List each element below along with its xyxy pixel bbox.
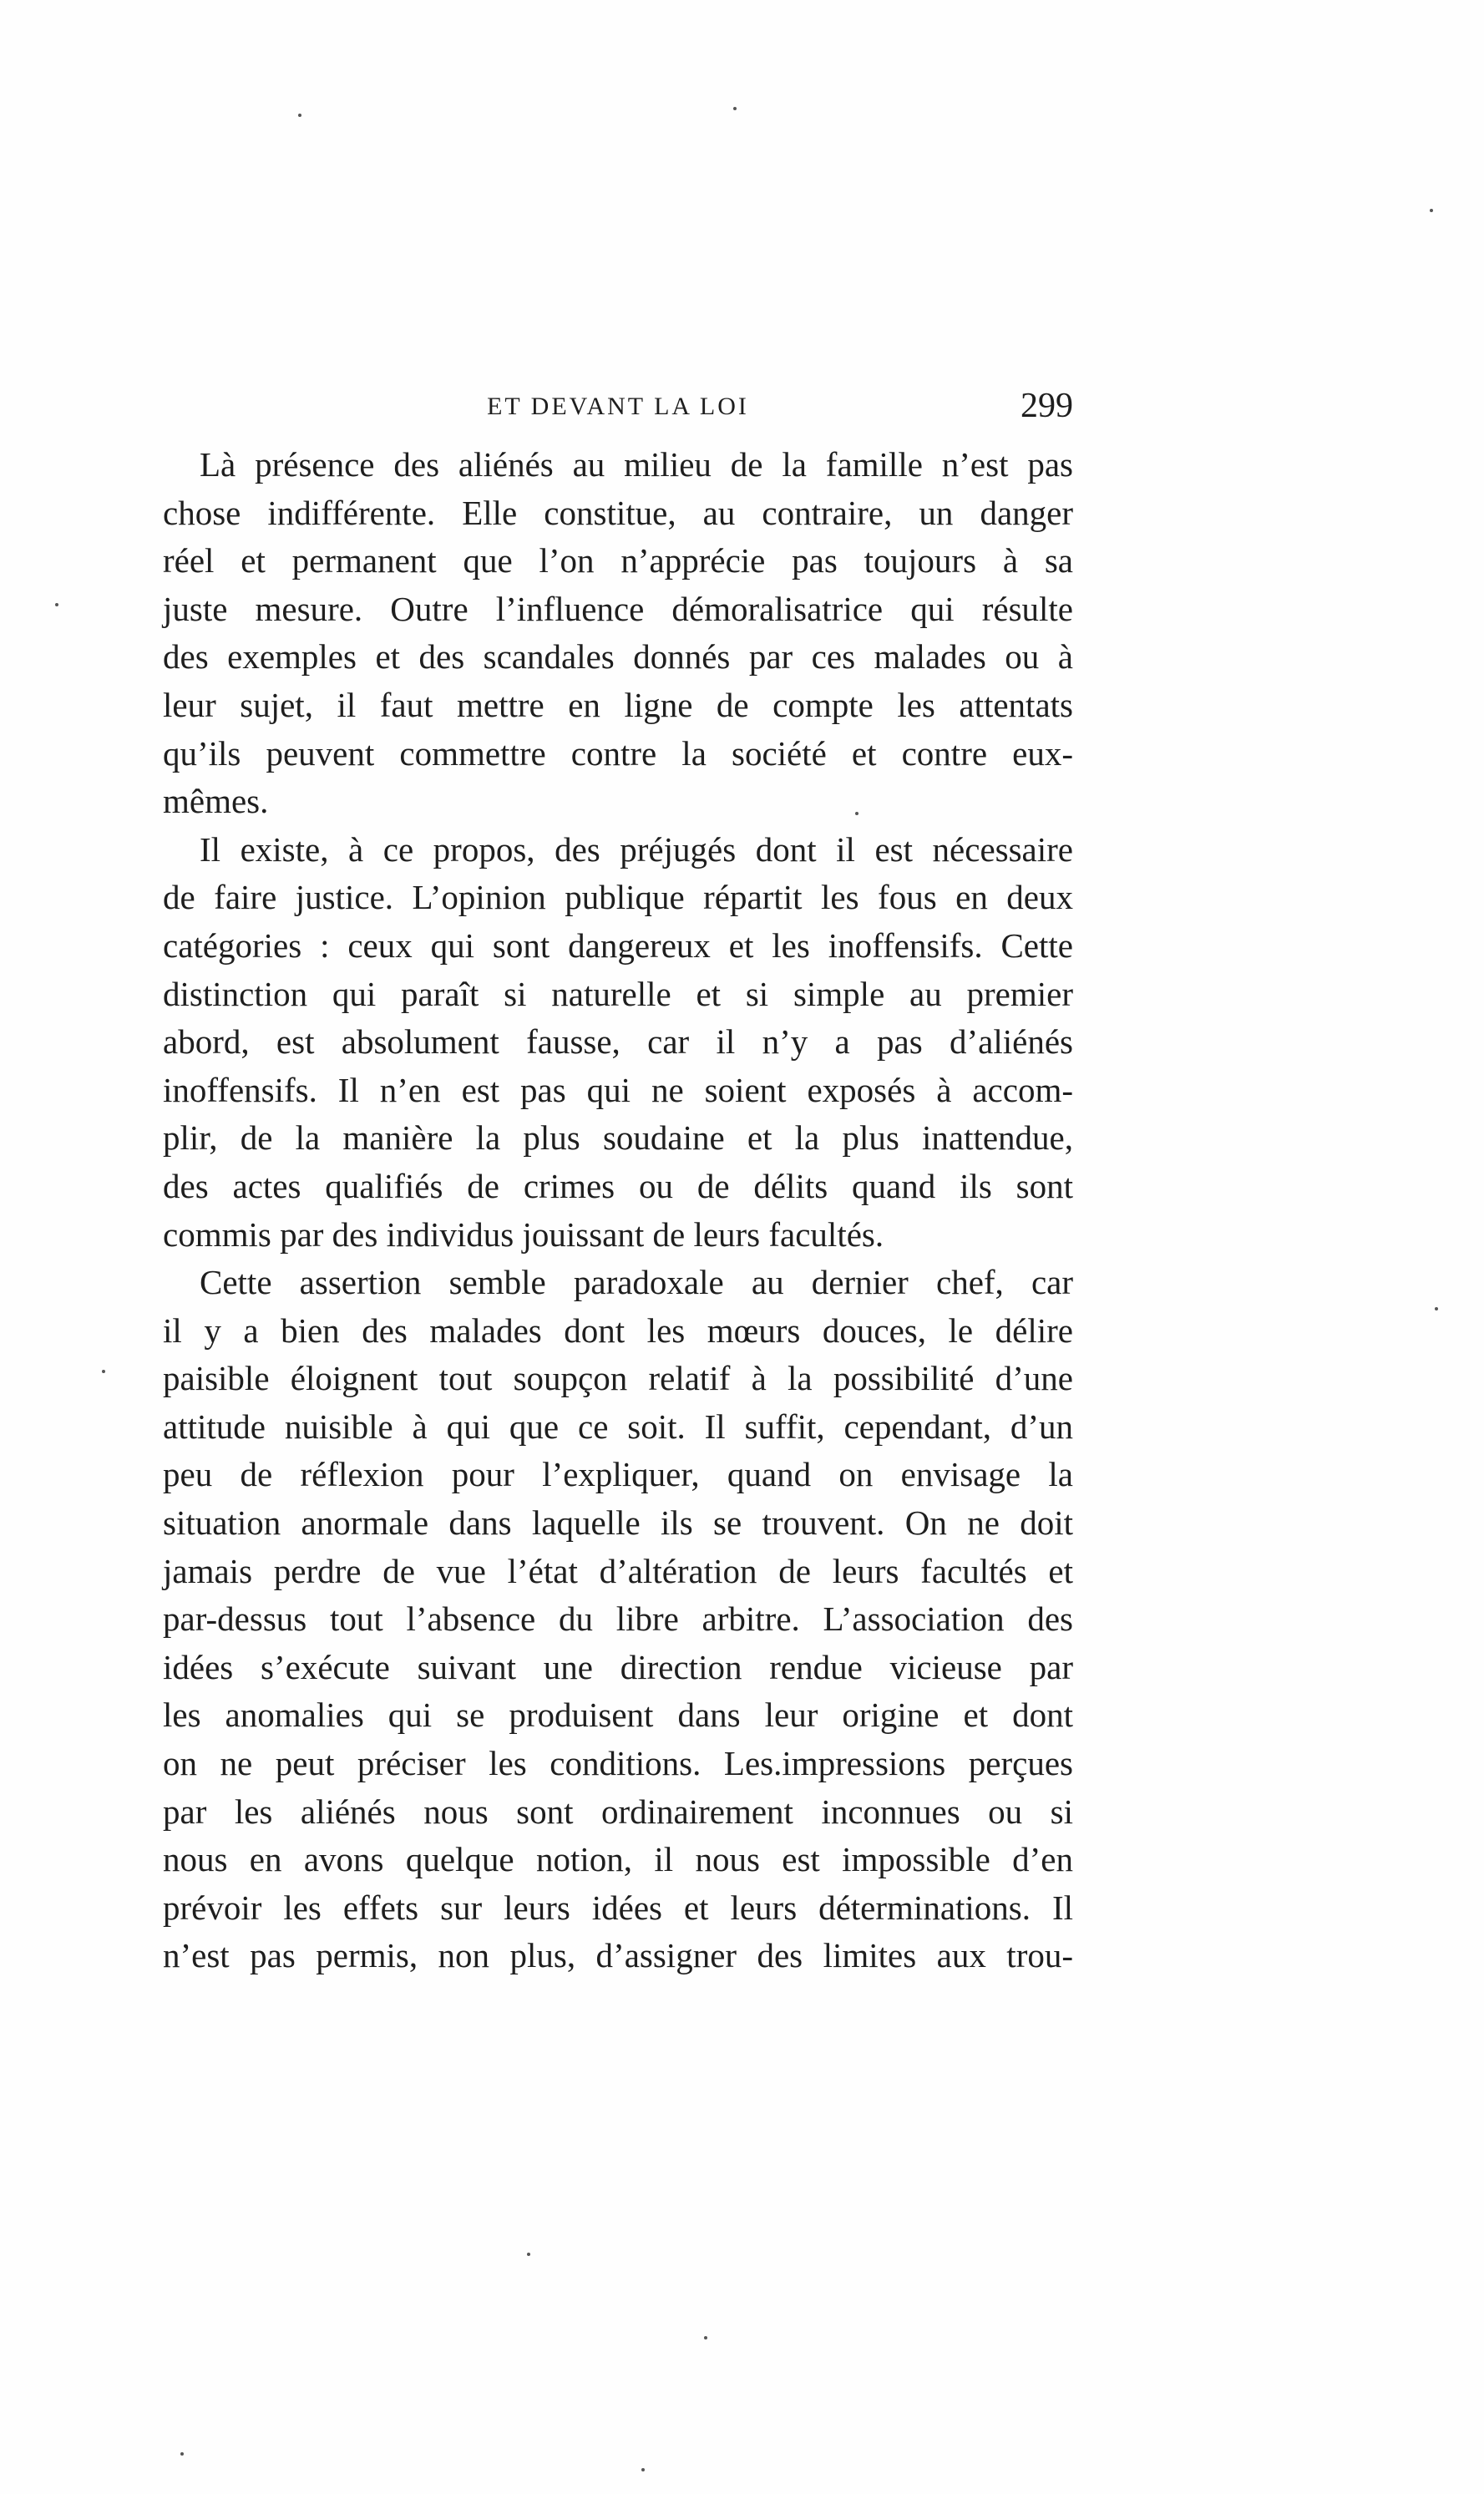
paragraph-1	[163, 441, 1073, 826]
paragraph-2	[163, 826, 1073, 1259]
text-line: juste mesure. Outre l’influence démoralisatrice qui résulte	[163, 589, 1073, 628]
paper-speck	[733, 107, 737, 110]
paper-speck	[1430, 209, 1433, 212]
paper-speck	[641, 2468, 645, 2471]
paper-speck	[298, 114, 301, 117]
text-line: Là présence des aliénés au milieu de la famille n’est pas	[200, 445, 1073, 484]
text-line: Cette assertion semble paradoxale au dernier chef, car	[200, 1263, 1073, 1302]
text-line: inoffensifs. Il n’en est pas qui ne soient exposés à accom-	[163, 1070, 1073, 1109]
running-title: ET DEVANT LA LOI	[487, 393, 749, 420]
text-line: jamais perdre de vue l’état d’altération de leurs facultés et	[163, 1551, 1073, 1590]
text-line: n’est pas permis, non plus, d’assigner des limites aux trou-	[163, 1936, 1073, 1975]
text-line: prévoir les effets sur leurs idées et leurs déterminations. Il	[163, 1888, 1073, 1927]
text-line: peu de réflexion pour l’expliquer, quand on envisage la	[163, 1455, 1073, 1494]
text-line: les anomalies qui se produisent dans leur origine et dont	[163, 1696, 1073, 1735]
text-line: Il existe, à ce propos, des préjugés dont il est nécessaire	[200, 829, 1073, 869]
text-line: chose indifférente. Elle constitue, au contraire, un danger	[163, 493, 1073, 532]
text-line: des exemples et des scandales donnés par ces malades ou à	[163, 637, 1073, 677]
text-line: de faire justice. L’opinion publique répartit les fous en deux	[163, 878, 1073, 917]
paper-speck	[102, 1370, 105, 1373]
text-line: idées s’exécute suivant une direction rendue vicieuse par	[163, 1647, 1073, 1686]
running-head	[163, 386, 1073, 428]
text-line: distinction qui paraît si naturelle et si simple au premier	[163, 974, 1073, 1013]
paper-speck	[55, 603, 58, 606]
text-line: des actes qualifiés de crimes ou de délits quand ils sont	[163, 1166, 1073, 1205]
text-line: commis par des individus jouissant de leurs facultés.	[163, 1214, 884, 1254]
paper-speck	[855, 812, 858, 815]
text-line: abord, est absolument fausse, car il n’y a pas d’aliénés	[163, 1022, 1073, 1062]
text-line: par-dessus tout l’absence du libre arbitre. L’association des	[163, 1599, 1073, 1639]
text-line: leur sujet, il faut mettre en ligne de compte les attentats	[163, 685, 1073, 724]
text-line: mêmes.	[163, 782, 269, 821]
text-line: réel et permanent que l’on n’apprécie pas toujours à sa	[163, 541, 1073, 580]
text-line: il y a bien des malades dont les mœurs douces, le délire	[163, 1310, 1073, 1350]
text-line: on ne peut préciser les conditions. Les.impressions perçues	[163, 1744, 1073, 1783]
paragraph-3	[163, 1259, 1073, 1980]
text-line: catégories : ceux qui sont dangereux et les inoffensifs. Cette	[163, 925, 1073, 965]
paper-speck	[704, 2336, 707, 2339]
text-line: attitude nuisible à qui que ce soit. Il suffit, cependant, d’un	[163, 1407, 1073, 1446]
text-line: par les aliénés nous sont ordinairement inconnues ou si	[163, 1792, 1073, 1831]
page-number: 299	[1021, 387, 1073, 425]
text-line: plir, de la manière la plus soudaine et la plus inattendue,	[163, 1118, 1073, 1158]
paper-speck	[527, 2253, 530, 2256]
paper-speck	[180, 2452, 184, 2456]
body-text	[163, 441, 1073, 1980]
paper-speck	[1435, 1307, 1438, 1310]
text-line: nous en avons quelque notion, il nous est impossible d’en	[163, 1840, 1073, 1879]
text-line: situation anormale dans laquelle ils se trouvent. On ne doit	[163, 1503, 1073, 1543]
text-line: qu’ils peuvent commettre contre la société et contre eux-	[163, 733, 1073, 773]
text-line: paisible éloignent tout soupçon relatif à la possibilité d’une	[163, 1359, 1073, 1398]
